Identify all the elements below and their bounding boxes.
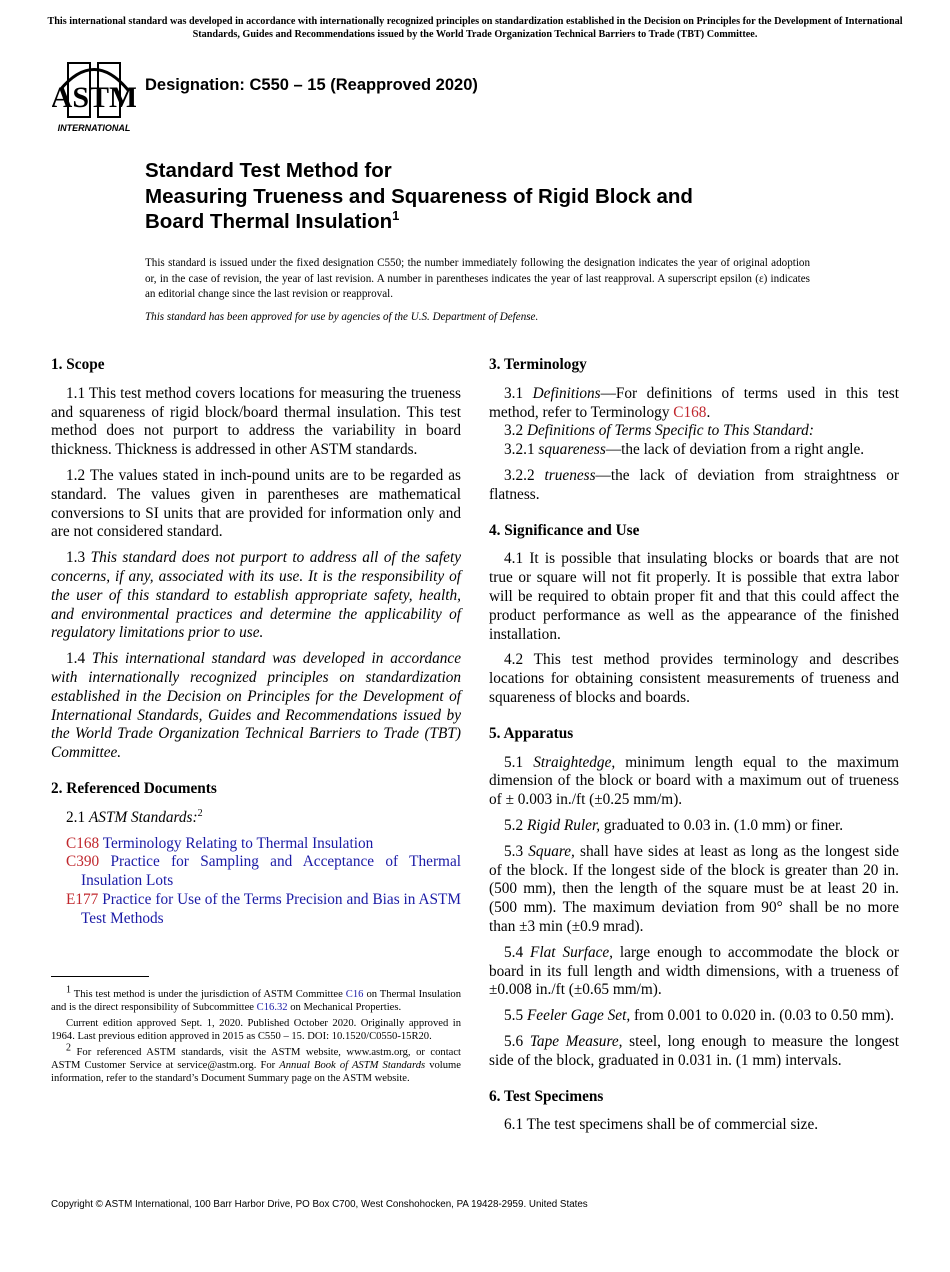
footnote-1: 1 This test method is under the jurisdiction of ASTM Committee C16 on Thermal Insulation and is the direct responsibility of Subcommittee C16.32 on Mechanical Properties. (51, 984, 462, 1014)
designation: Designation: C550 – 15 (Reapproved 2020) (145, 76, 478, 94)
edition-note: Current edition approved Sept. 1, 2020. Published October 2020. Originally approved in 1964. Last previous edition approved in 2015 as C550 – 15. DOI: 10.1520/C0550-15R20. (51, 1017, 461, 1043)
paragraph-3-2-1: 3.2.1 squareness—the lack of deviation from a right angle. (504, 441, 865, 459)
paragraph-4-2: 4.2 This test method provides terminology and describes locations for obtaining consistent measurements of trueness and squareness of blocks and boards. (489, 651, 899, 706)
paragraph-3-1: 3.1 Definitions—For definitions of terms used in this test method, refer to Terminology C168. (489, 384, 899, 421)
reference-e177[interactable]: E177 Practice for Use of the Terms Precision and Bias in ASTM Test Methods (66, 890, 461, 927)
astm-logo (52, 55, 136, 135)
section-heading-scope: 1. Scope (51, 356, 105, 373)
reference-c390[interactable]: C390 Practice for Sampling and Acceptance of Thermal Insulation Lots (66, 853, 461, 890)
paragraph-5-2: 5.2 Rigid Ruler, graduated to 0.03 in. (1.0 mm) or finer. (504, 816, 844, 834)
paragraph-5-1: 5.1 Straightedge, minimum length equal to the maximum dimension of the block or board with a maximum out of trueness of ± 0.003 in./ft (±0.25 mm/m). (489, 753, 899, 809)
section-heading-apparatus: 5. Apparatus (489, 724, 574, 742)
link-c16[interactable]: C16 (345, 989, 364, 1000)
footnotes (51, 984, 462, 1088)
paragraph-1-1: 1.1 This test method covers locations for measuring the trueness and squareness of rigid block/board thermal insulation. This test method does not purport to address the variability in board thickness. Thickness is addressed in other ASTM standards. (51, 384, 461, 459)
right-column (489, 356, 899, 1142)
left-column (51, 356, 461, 929)
issuance-note: This standard is issued under the fixed designation C550; the number immediately following the designation indicates the year of original adoption or, in the case of revision, the year of last revision. A number in parentheses indicates the year of last reapproval. A superscript epsilon (ε) indicates an editorial change since the last revision or reapproval. (145, 257, 810, 300)
title-line-2: Measuring Trueness and Squareness of Rigid Block and (145, 184, 693, 208)
section-heading-test-specimens: 6. Test Specimens (489, 1087, 604, 1105)
svg-text:INTERNATIONAL: INTERNATIONAL (57, 123, 131, 133)
footnote-divider (51, 976, 149, 977)
dod-approval-note: This standard has been approved for use by agencies of the U.S. Department of Defense. (145, 311, 539, 323)
paragraph-1-2: 1.2 The values stated in inch-pound units are to be regarded as standard. The values given in parentheses are mathematical conversions to SI units that are provided for information only and are not considered standard. (51, 466, 461, 541)
paragraph-4-1: 4.1 It is possible that insulating blocks or boards that are not true or square will not fit properly. It is possible that extra labor will be required to obtain proper fit and that this could affect the product performance as well as the appearance of the finished installation. (489, 550, 899, 643)
paragraph-2-1: 2.1 ASTM Standards:$^2$ (66, 807, 203, 826)
paragraph-3-2-2: 3.2.2 trueness—the lack of deviation from straightness or flatness. (489, 466, 900, 503)
reference-c168[interactable]: C168 Terminology Relating to Thermal Insulation (66, 834, 374, 852)
section-heading-significance: 4. Significance and Use (489, 521, 640, 539)
paragraph-5-4: 5.4 Flat Surface, large enough to accommodate the block or board in its full length and width dimensions, with a trueness of ±0.008 in./ft (±0.65 mm/m). (489, 943, 899, 999)
paragraph-6-1: 6.1 The test specimens shall be of commercial size. (504, 1116, 819, 1134)
document-title (145, 158, 865, 235)
copyright-footer: Copyright © ASTM International, 100 Barr Harbor Drive, PO Box C700, West Conshohocken, PA 19428-2959. United States (51, 1199, 588, 1210)
title-line-3: Board Thermal Insulation (145, 210, 393, 233)
section-heading-referenced-documents: 2. Referenced Documents (51, 779, 217, 797)
link-c16-32[interactable]: C16.32 (256, 1002, 288, 1014)
paragraph-1-4: 1.4 This international standard was developed in accordance with internationally recognized principles on standardization established in the Decision on Principles for the Development of International Standards, Guides and Recommendations issued by the World Trade Organization Technical Barriers to Trade (TBT) Committee. (51, 650, 461, 762)
paragraph-5-3: 5.3 Square, shall have sides at least as long as the longest side of the block. If the longest side of the block is greater than 20 in. (500 mm), then the length of the square must be at least 20 in. (500 mm). The maximum deviation from 90° shall be no more than ±3 min (±0.9 mrad). (489, 842, 899, 935)
paragraph-3-2: 3.2 Definitions of Terms Specific to This Standard: (504, 422, 814, 440)
title-line-1: Standard Test Method for (145, 159, 392, 182)
paragraph-5-6: 5.6 Tape Measure, steel, long enough to measure the longest side of the block, graduated in 0.031 in. (1 mm) intervals. (489, 1032, 900, 1069)
paragraph-1-3: 1.3 This standard does not purport to address all of the safety concerns, if any, associated with its use. It is the responsibility of the user of this standard to establish appropriate safety, health, and environmental practices and determine the applicability of regulatory limitations prior to use. (51, 549, 462, 642)
title-footnote-mark: 1 (392, 208, 400, 224)
section-heading-terminology: 3. Terminology (489, 356, 587, 373)
svg-text:ASTM: ASTM (52, 81, 136, 114)
link-c168[interactable]: C168 (673, 403, 707, 421)
footnote-2: 2 For referenced ASTM standards, visit the ASTM website, www.astm.org, or contact ASTM Customer Service at service@astm.org. For Annual Book of ASTM Standards volume information, refer to the standard’s Document Summary page on the ASTM website. (51, 1042, 461, 1085)
paragraph-5-5: 5.5 Feeler Gage Set, from 0.001 to 0.020 in. (0.03 to 0.50 mm). (504, 1007, 895, 1025)
international-standard-notice: This international standard was developed in accordance with internationally recognized principles on standardization established in the Decision on Principles for the Development of International Standards, Guides and Recommendations issued by the World Trade Organization Technical Barriers to Trade (TBT) Committee. (47, 16, 903, 40)
